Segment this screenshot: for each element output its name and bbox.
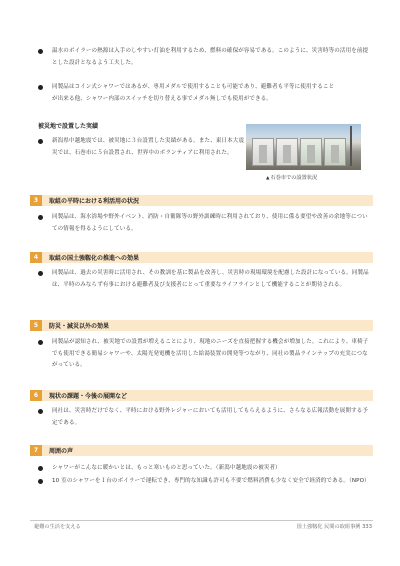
section-header-6 — [30, 390, 373, 401]
footer-page-label: 国土強靱化 民間の取組事例 333 — [296, 524, 372, 530]
section-title: 取組の国土強靱化の推進への効果 — [49, 255, 140, 262]
section-number: 6 — [30, 390, 42, 401]
section-title: 現状の課題・今後の展開など — [49, 393, 128, 400]
footer-divider — [30, 520, 373, 521]
bullet-fuel: 温水のボイラーの熱源は入手のしやすい灯油を利用するため、燃料の確保が容易である。このように、災害時等の活用を前提とした設計となるよう工夫した。 — [38, 46, 373, 69]
footer-chapter: 避難の生活を支える — [34, 524, 81, 530]
section-title: 周囲の声 — [49, 448, 74, 455]
section-3-bullet: 同製品は、海水浴場や野外イベント、消防・自衛隊等の野外訓練時に利用されており、使用に係る要望や改善の余地等についての情報を得るようにしている。 — [38, 212, 373, 235]
photo-caption: ▲ 石巻市での設置状況 — [266, 174, 317, 181]
bullet-record: 新潟県中越地震では、被災地に３台設置した実績がある。また、東日本大震災では、石巻市に５台設置され、世界中のボランティアに利用された。 — [38, 136, 248, 159]
bullet-coin-shower: 同製品はコイン式シャワーではあるが、専用メダルで使用することも可能であり、避難者も平等に使用することが出来る他、シャワー内部のスイッチを切り替える事でメダル無しでも使用ができる。 — [38, 82, 338, 105]
section-6-bullet: 同社は、災害時だけでなく、平時における野外レジャーにおいても活用してもらえるように、さらなる広報活動を展開する予定である。 — [38, 406, 373, 429]
section-7-bullet-2: 10 室のシャワーを１台のボイラーで運転でき、専門的な知識も許可も不要で燃料消費も少なく安全で経済的である。（NPO） — [38, 476, 373, 488]
section-header-4 — [30, 252, 373, 263]
section-7-bullet-1: シャワーがこんなに暖かいとは、もっと寒いものと思っていた。（新潟中越地震の被災者） — [38, 463, 373, 475]
section-number: 3 — [30, 195, 42, 206]
section-header-3 — [30, 195, 373, 206]
section-title: 取組の平時における利活用の状況 — [49, 198, 140, 205]
section-header-5 — [30, 320, 373, 331]
section-5-bullet: 同製品が認知され、被災地での設置が増えることにより、現地のニーズを直接把握する機会が増加した。これにより、車椅子でも使用できる簡易シャワーや、太陽光発電機を活用した給湯装置の開発等つながり、同社の製品ラインナップの充実につながっている。 — [38, 337, 373, 372]
shower-unit-photo — [246, 124, 361, 170]
record-heading: 被災地で設置した実績 — [38, 123, 99, 130]
section-header-7 — [30, 445, 373, 456]
section-4-bullet: 同製品は、過去の災害時に活用され、その教訓を基に製品を改善し、災害時の現場環境を配慮した設計になっている。同製品は、平時のみならず有事における避難者及び支援者にとって重要なライフラインとして機能することが期待される。 — [38, 268, 373, 291]
section-number: 7 — [30, 445, 42, 456]
section-number: 4 — [30, 252, 42, 263]
section-number: 5 — [30, 320, 42, 331]
section-title: 防災・減災以外の効果 — [49, 323, 110, 330]
